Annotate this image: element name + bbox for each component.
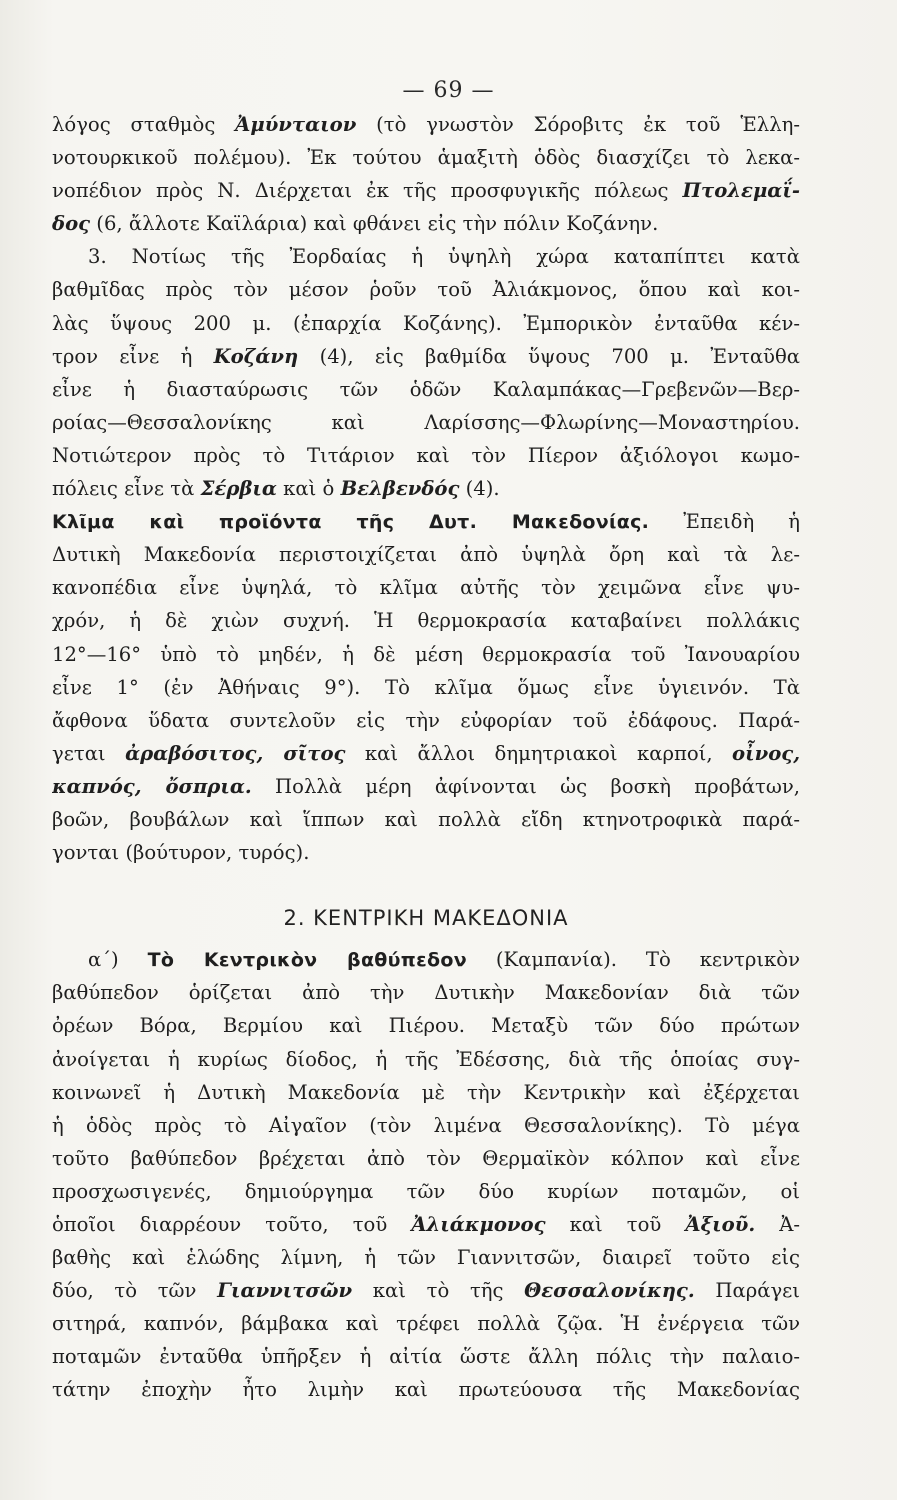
text-line: σιτηρά, καπνόν, βάμβακα καὶ τρέφει πολλὰ ζῷα. Ἡ ἐνέργεια τῶν xyxy=(52,1312,800,1336)
place-name: Θεσσαλονίκης. xyxy=(524,1279,695,1303)
text-line: ροίας—Θεσσαλονίκης καὶ Λαρίσσης—Φλωρίνης—Μοναστηρίου. xyxy=(52,410,800,434)
river-name: Ἀξιοῦ. xyxy=(685,1213,756,1236)
product-name: καπνός, ὄσπρια. xyxy=(52,774,252,798)
place-name: Ἀμύνταιον xyxy=(235,113,357,136)
text-line: Δυτικὴ Μακεδονία περιστοιχίζεται ἀπὸ ὑψηλὰ ὄρη καὶ τὰ λε- xyxy=(52,543,800,567)
text-line: ἀνοίγεται ἡ κυρίως δίοδος, ἡ τῆς Ἐδέσσης, διὰ τῆς ὁποίας συγ- xyxy=(52,1047,800,1071)
text-line: κανοπέδια εἶνε ὑψηλά, τὸ κλῖμα αὐτῆς τὸν χειμῶνα εἶνε ψυ- xyxy=(52,576,800,600)
product-name: οἶνος, xyxy=(732,741,800,765)
text-line: λόγος σταθμὸς Ἀμύνταιον (τὸ γνωστὸν Σόροβιτς ἐκ τοῦ Ἑλλη- xyxy=(52,113,800,136)
text-line: προσχωσιγενές, δημιούργημα τῶν δύο κυρίων ποταμῶν, οἱ xyxy=(52,1179,800,1203)
body-text xyxy=(52,108,800,1407)
text-line: ποταμῶν ἐνταῦθα ὑπῆρξεν ἡ αἰτία ὥστε ἄλλη πόλις τὴν παλαιο- xyxy=(52,1345,800,1369)
text-line: τάτην ἐποχὴν ἦτο λιμὴν καὶ πρωτεύουσα τῆς Μακεδονίας xyxy=(52,1378,800,1402)
text-line: ἡ ὁδὸς πρὸς τὸ Αἰγαῖον (τὸν λιμένα Θεσσαλονίκης). Τὸ μέγα xyxy=(52,1113,800,1137)
text-line: βαθὴς καὶ ἑλώδης λίμνη, ἡ τῶν Γιαννιτσῶν, διαιρεῖ τοῦτο εἰς xyxy=(52,1246,800,1270)
text-line: τρον εἶνε ἡ Κοζάνη (4), εἰς βαθμίδα ὕψους 700 μ. Ἐνταῦθα xyxy=(52,344,800,368)
text-line: πόλεις εἶνε τὰ Σέρβια καὶ ὁ Βελβενδός (4). xyxy=(52,477,500,501)
text-line: λὰς ὕψους 200 μ. (ἐπαρχία Κοζάνης). Ἐμπορικὸν ἐνταῦθα κέν- xyxy=(52,311,800,335)
text-line: δύο, τὸ τῶν Γιαννιτσῶν καὶ τὸ τῆς Θεσσαλονίκης. Παράγει xyxy=(52,1279,800,1303)
text-line: 3. Νοτίως τῆς Ἐορδαίας ἡ ὑψηλὴ χώρα καταπίπτει κατὰ xyxy=(88,245,800,269)
text-line: βαθμῖδας πρὸς τὸν μέσον ῥοῦν τοῦ Ἀλιάκμονος, ὅπου καὶ κοι- xyxy=(52,278,800,302)
text-line: εἶνε 1° (ἐν Ἀθήναις 9°). Τὸ κλῖμα ὅμως εἶνε ὑγιεινόν. Τὰ xyxy=(52,675,800,699)
place-name: Πτολεμαΐ- xyxy=(682,179,800,203)
paragraph-heading: Κλῖμα καὶ προϊόντα τῆς Δυτ. Μακεδονίας. xyxy=(52,511,650,534)
place-name: Βελβενδός xyxy=(340,477,460,501)
text-line: βαθύπεδον ὁρίζεται ἀπὸ τὴν Δυτικὴν Μακεδονίαν διὰ τῶν xyxy=(52,981,800,1005)
place-name: Σέρβια xyxy=(200,477,277,501)
text-line: 12°—16° ὑπὸ τὸ μηδέν, ἡ δὲ μέση θερμοκρασία τοῦ Ἰανουαρίου xyxy=(52,642,800,666)
text-line: Κλῖμα καὶ προϊόντα τῆς Δυτ. Μακεδονίας. Ἐπειδὴ ἡ xyxy=(52,510,800,534)
text-line: νοπέδιον πρὸς Ν. Διέρχεται ἐκ τῆς προσφυγικῆς πόλεως Πτολεμαΐ- xyxy=(52,179,800,203)
text-line: βοῶν, βουβάλων καὶ ἵππων καὶ πολλὰ εἴδη κτηνοτροφικὰ παρά- xyxy=(52,807,800,831)
place-name: Κοζάνη xyxy=(213,344,299,368)
text-line: α΄) Τὸ Κεντρικὸν βαθύπεδον (Καμπανία). Τὸ κεντρικὸν xyxy=(88,948,800,972)
text-line: ὁποῖοι διαρρέουν τοῦτο, τοῦ Ἀλιάκμονος καὶ τοῦ Ἀξιοῦ. Ἀ- xyxy=(52,1213,800,1236)
text-line: εἶνε ἡ διασταύρωσις τῶν ὁδῶν Καλαμπάκας—Γρεβενῶν—Βερ- xyxy=(52,377,800,401)
river-name: Ἀλιάκμονος xyxy=(411,1213,546,1236)
product-name: ἀραβόσιτος, σῖτος xyxy=(125,741,346,765)
text-line: Νοτιώτερον πρὸς τὸ Τιτάριον καὶ τὸν Πίερον ἀξιόλογοι κωμο- xyxy=(52,443,800,467)
text-line: νοτουρκικοῦ πολέμου). Ἐκ τούτου ἁμαξιτὴ ὁδὸς διασχίζει τὸ λεκα- xyxy=(52,146,800,170)
text-line: καπνός, ὄσπρια. Πολλὰ μέρη ἀφίνονται ὡς βοσκὴ προβάτων, xyxy=(52,774,800,798)
text-line: γεται ἀραβόσιτος, σῖτος καὶ ἄλλοι δημητριακοὶ καρποί, οἶνος, xyxy=(52,741,800,765)
section-heading: 2. ΚΕΝΤΡΙΚΗ ΜΑΚΕΔΟΝΙΑ xyxy=(283,906,569,931)
page-number: — 69 — xyxy=(402,78,495,103)
text-line: γονται (βούτυρον, τυρός). xyxy=(52,841,310,865)
text-line: δος (6, ἄλλοτε Καϊλάρια) καὶ φθάνει εἰς τὴν πόλιν Κοζάνην. xyxy=(52,212,659,236)
text-line: ὀρέων Βόρα, Βερμίου καὶ Πιέρου. Μεταξὺ τῶν δύο πρώτων xyxy=(52,1014,800,1038)
paragraph-heading: Τὸ Κεντρικὸν βαθύπεδον xyxy=(147,949,467,972)
text-line: ἄφθονα ὕδατα συντελοῦν εἰς τὴν εὐφορίαν τοῦ ἐδάφους. Παρά- xyxy=(52,708,800,732)
text-line: χρόν, ἡ δὲ χιὼν συχνή. Ἡ θερμοκρασία καταβαίνει πολλάκις xyxy=(52,609,800,633)
place-name: Γιαννιτσῶν xyxy=(217,1279,353,1303)
text-line: τοῦτο βαθύπεδον βρέχεται ἀπὸ τὸν Θερμαϊκὸν κόλπον καὶ εἶνε xyxy=(52,1146,800,1170)
text-line: κοινωνεῖ ἡ Δυτικὴ Μακεδονία μὲ τὴν Κεντρικὴν καὶ ἐξέρχεται xyxy=(52,1080,800,1104)
